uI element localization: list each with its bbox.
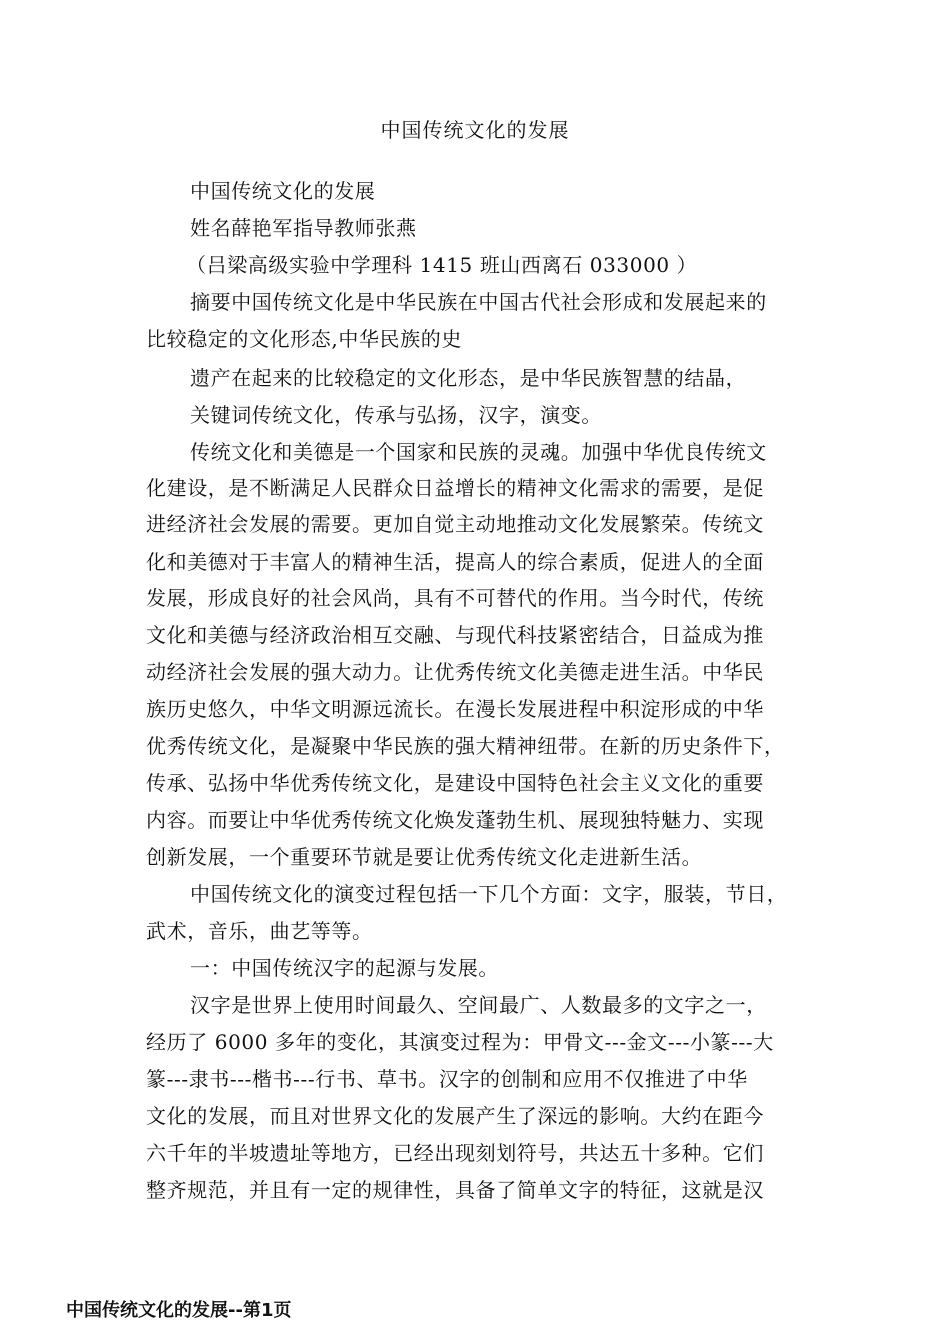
text-line: 化和美德对于丰富人的精神生活，提高人的综合素质，促进人的全面 [146, 550, 764, 574]
text-line: 武术，音乐，曲艺等等。 [146, 919, 373, 943]
page-footer: 中国传统文化的发展--第1页 [66, 1300, 292, 1321]
text-line: 文化和美德与经济政治相互交融、与现代科技紧密结合，日益成为推 [146, 623, 764, 647]
text-line: 传统文化和美德是一个国家和民族的灵魂。加强中华优良传统文 [190, 440, 767, 464]
text-line: 化建设，是不断满足人民群众日益增长的精神文化需求的需要，是促 [146, 476, 764, 500]
text-line: 摘要中国传统文化是中华民族在中国古代社会形成和发展起来的 [190, 290, 767, 314]
text-line: 中国传统文化的演变过程包括一下几个方面：文字，服装，节日， [190, 882, 788, 906]
text-line: 优秀传统文化，是凝聚中华民族的强大精神纽带。在新的历史条件下， [146, 734, 785, 758]
text-line: 族历史悠久，中华文明源远流长。在漫长发展进程中积淀形成的中华 [146, 697, 764, 721]
text-line: 关键词传统文化，传承与弘扬，汉字，演变。 [190, 403, 602, 427]
text-line: 内容。而要让中华优秀传统文化焕发蓬勃生机、展现独特魅力、实现 [146, 808, 764, 832]
text-line: 发展，形成良好的社会风尚，具有不可替代的作用。当今时代，传统 [146, 586, 764, 610]
text-line: 六千年的半坡遗址等地方，已经出现刻划符号，共达五十多种。它们 [146, 1141, 764, 1165]
text-line: 进经济社会发展的需要。更加自觉主动地推动文化发展繁荣。传统文 [146, 512, 764, 536]
text-line: 一：中国传统汉字的起源与发展。 [190, 956, 499, 980]
text-line: （吕梁高级实验中学理科 1415 班山西离石 033000 ） [186, 253, 698, 277]
text-line: 创新发展，一个重要环节就是要让优秀传统文化走进新生活。 [146, 845, 703, 869]
text-line: 整齐规范，并且有一定的规律性，具备了简单文字的特征，这就是汉 [146, 1178, 764, 1202]
text-line: 动经济社会发展的强大动力。让优秀传统文化美德走进生活。中华民 [146, 660, 764, 684]
text-line: 篆---隶书---楷书---行书、草书。汉字的创制和应用不仅推进了中华 [146, 1067, 748, 1091]
text-line: 比较稳定的文化形态,中华民族的史 [146, 327, 462, 351]
text-line: 传承、弘扬中华优秀传统文化，是建设中国特色社会主义文化的重要 [146, 771, 764, 795]
text-line: 中国传统文化的发展 [190, 179, 376, 203]
page-title: 中国传统文化的发展 [380, 118, 570, 142]
text-line: 姓名薛艳军指导教师张燕 [190, 216, 417, 240]
text-line: 文化的发展，而且对世界文化的发展产生了深远的影响。大约在距今 [146, 1104, 764, 1128]
text-line: 经历了 6000 多年的变化，其演变过程为：甲骨文---金文---小篆---大 [146, 1030, 774, 1054]
text-line: 汉字是世界上使用时间最久、空间最广、人数最多的文字之一， [190, 993, 767, 1017]
text-line: 遗产在起来的比较稳定的文化形态，是中华民族智慧的结晶， [190, 366, 747, 390]
